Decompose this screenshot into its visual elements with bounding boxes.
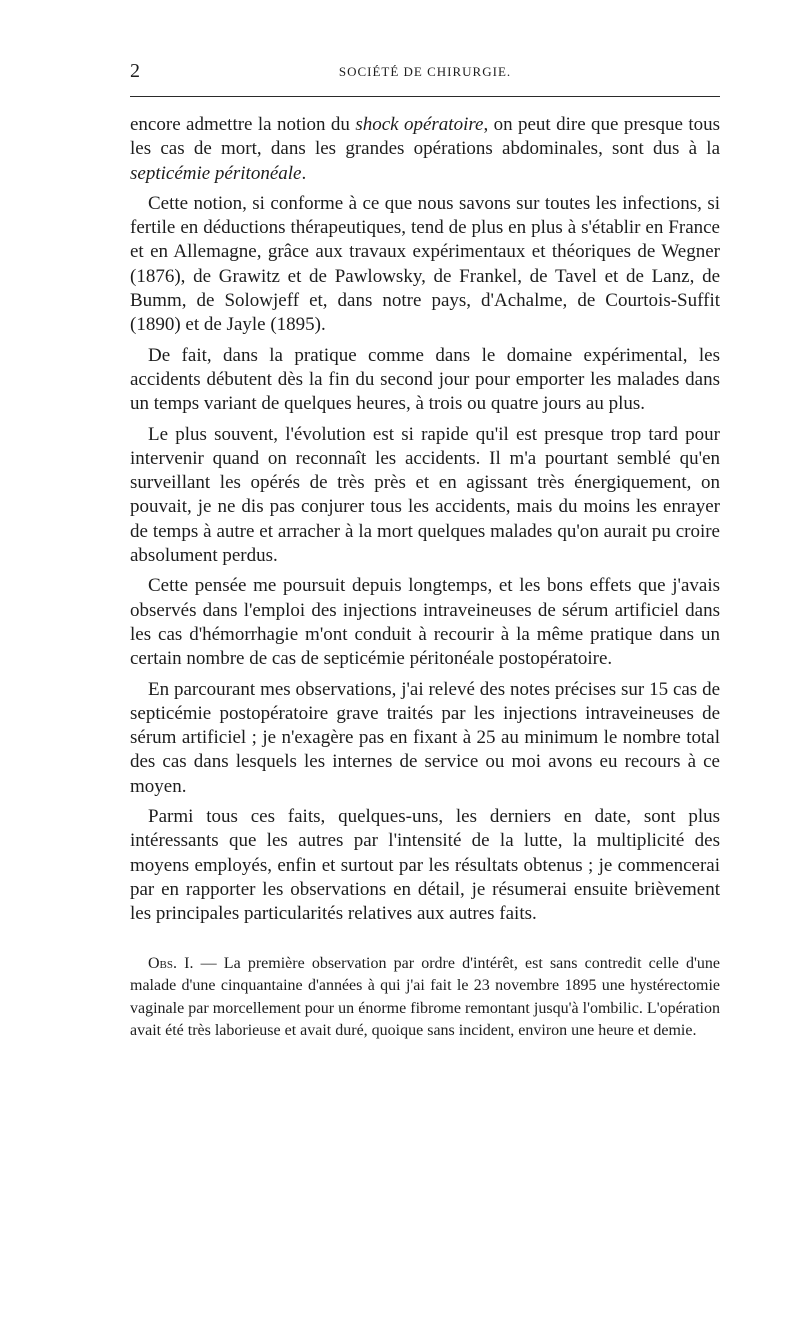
italic-term: shock opératoire	[355, 114, 484, 135]
text-run: .	[301, 162, 307, 184]
paragraph: Cette pensée me poursuit depuis longtemps, et les bons effets que j'avais observés dans l'emploi des injections intraveineuses de sérum artificiel dans les cas d'hémorrhagie m'ont conduit à recourir à la même pratique dans un certain nombre de cas de septicémie péritonéale postopératoire.	[130, 575, 720, 670]
observation-note	[130, 953, 720, 1043]
paragraph: De fait, dans la pratique comme dans le domaine expérimental, les accidents débutent dès la fin du second jour pour emporter les malades dans un temps variant de quelques heures, à trois ou quatre jours au plus.	[130, 344, 720, 415]
running-head	[130, 60, 720, 90]
paragraph: Le plus souvent, l'évolution est si rapide qu'il est presque trop tard pour intervenir quand on reconnaît les accidents. Il m'a pourtant semblé qu'en surveillant les opérés de très près et en agissant très énergiquement, on pouvait, je ne dis pas conjurer tous les accidents, mais du moins les enrayer de temps à autre et arracher à la mort quelques malades qu'on aurait pu croire absolument perdus.	[130, 423, 720, 567]
running-head-title: SOCIÉTÉ DE CHIRURGIE.	[338, 64, 512, 79]
book-page	[130, 60, 720, 1300]
paragraph	[130, 113, 720, 186]
paragraph: Cette notion, si conforme à ce que nous savons sur toutes les infections, si fertile en déductions thérapeutiques, tend de plus en plus à s'établir en France et en Allemagne, grâce aux travaux expérimentaux et théoriques de Wegner (1876), de Grawitz et de Pawlowsky, de Frankel, de Tavel et de Lanz, de Bumm, de Solowjeff et, dans notre pays, d'Achalme, de Courtois-Suffit (1890) et de Jayle (1895).	[130, 192, 720, 336]
page-number: 2	[130, 60, 140, 82]
observation-label: Obs. I.	[148, 954, 194, 972]
paragraph: Parmi tous ces faits, quelques-uns, les derniers en date, sont plus intéressants que les autres par l'intensité de la lutte, la multiplicité des moyens employés, enfin et surtout par les résultats obtenus ; je commencerai par en rapporter les observations en détail, je résumerai ensuite brièvement les principales particularités relatives aux autres faits.	[130, 806, 720, 925]
observation-paragraph	[130, 953, 720, 1043]
text-run: , on peut dire que presque tous les cas de mort, dans les grandes opérations abdominales, sont dus à la	[130, 114, 720, 160]
header-rule	[130, 96, 720, 97]
italic-term: septicémie péritonéale	[130, 162, 302, 184]
observation-text: — La première observation par ordre d'intérêt, est sans contredit celle d'une malade d'une cinquantaine d'années à qui j'ai fait le 23 novembre 1895 une hystérectomie vaginale par morcellement pour un énorme fibrome remontant jusqu'à l'ombilic. L'opération avait été très laborieuse et avait duré, quoique sans incident, environ une heure et demie.	[130, 954, 721, 1040]
paragraph: En parcourant mes observations, j'ai relevé des notes précises sur 15 cas de septicémie postopératoire grave traités par les injections intraveineuses de sérum artificiel ; je n'exagère pas en fixant à 25 au minimum le nombre total des cas dans lesquels les internes de service ou moi avons eu recours à ce moyen.	[130, 678, 720, 797]
main-text	[130, 113, 720, 927]
text-run: encore admettre la notion du	[130, 114, 356, 135]
